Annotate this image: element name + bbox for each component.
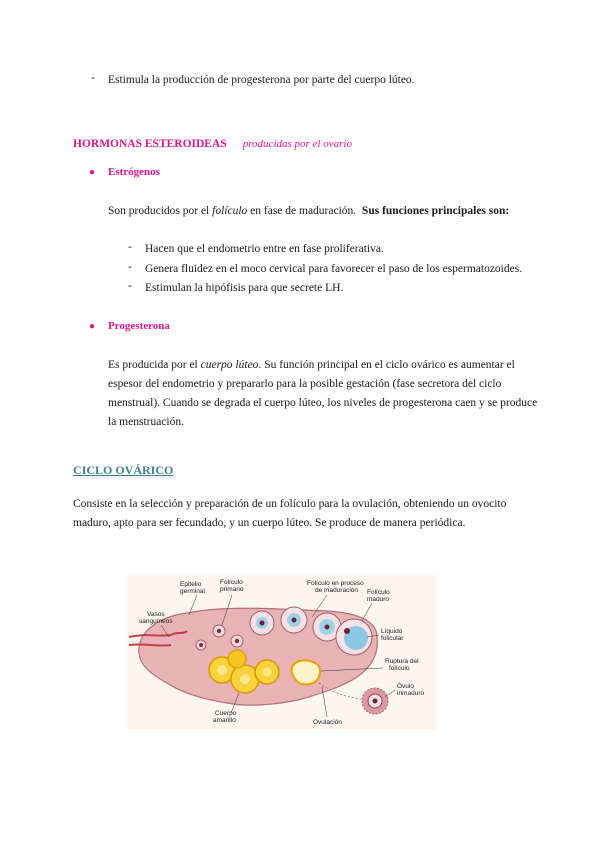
ciclo-line: Consiste en la selección y preparación de un folículo para la ovulación, obteniendo un ovocito [73, 498, 507, 510]
estrogenos-item: Hacen que el endometrio entre en fase proliferativa. [145, 243, 384, 255]
label-cuerpo-1: Cuerpo [215, 710, 237, 717]
progesterona-line: la menstruación. [108, 416, 185, 428]
progesterona-label: Progesterona [108, 320, 170, 332]
foliculo-maduracion-shape [292, 618, 297, 623]
label-en-proceso-1: Folículo en proceso [307, 580, 364, 587]
progesterona-paragraph [108, 356, 537, 432]
label-ruptura-1: Ruptura del [385, 658, 419, 665]
progesterona-line: espesor del endometrio y prepararlo para la posible gestación (fase secretora del ciclo [108, 378, 502, 390]
label-en-proceso-2: de maduración [315, 587, 358, 594]
label-vasos-1: Vasos [147, 611, 165, 618]
bullet-dot-icon: ● [89, 167, 96, 178]
foliculo-primario-shape [235, 639, 239, 643]
section-heading-hormonas [73, 134, 352, 152]
hormonas-title: HORMONAS ESTEROIDEAS [73, 138, 227, 150]
foliculo-primario-shape [199, 643, 203, 647]
estrogenos-item: Estimulan la hipófisis para que secrete LH. [145, 282, 344, 294]
estrogenos-intro [108, 203, 509, 219]
ovulo-inmaduro-shape [362, 688, 388, 714]
label-epitelio-2: germinal [180, 588, 205, 595]
label-maduro-1: Folículo [367, 589, 390, 596]
dash-bullet: - [128, 241, 132, 253]
dash-bullet: - [128, 261, 132, 273]
label-vasos-2: sanguíneos [139, 618, 173, 625]
progesterona-p-a: Es producida por el [108, 359, 198, 371]
label-ovulo-2: inmaduro [397, 690, 425, 697]
estrogenos-intro-b: en fase de maduración. [250, 205, 357, 217]
label-epitelio-1: Epitelio [180, 581, 202, 588]
foliculo-maduracion-shape [260, 621, 265, 626]
label-foliculo-primario-2: primario [220, 586, 244, 593]
estrogenos-intro-a: Son producidos por el [108, 205, 210, 217]
dash-bullet: - [128, 280, 132, 292]
intro-bullet-text: Estimula la producción de progesterona por parte del cuerpo lúteo. [108, 74, 415, 86]
hormonas-subtitle: producidas por el ovario [242, 138, 352, 150]
label-ovulacion: Ovulación [313, 719, 342, 726]
progesterona-line-0: . Su función principal en el ciclo ovárico es aumentar el [258, 359, 515, 371]
estrogenos-item: Genera fluidez en el moco cervical para favorecer el paso de los espermatozoides. [145, 263, 523, 275]
ovarian-cycle-diagram [127, 575, 437, 730]
foliculo-maduracion-shape [325, 625, 330, 630]
label-cuerpo-2: amarillo [213, 717, 236, 724]
ciclo-paragraph [73, 495, 506, 533]
progesterona-line: menstrual). Cuando se degrada el cuerpo lúteo, los niveles de progesterona caen y se produce [108, 397, 538, 409]
estrogenos-intro-em: folículo [212, 205, 248, 217]
foliculo-primario-shape [217, 629, 221, 633]
label-liquido-2: folicular [381, 635, 404, 642]
ruptura-foliculo-shape [292, 660, 320, 684]
label-ruptura-2: folículo [389, 665, 410, 672]
foliculo-maduro-shape [344, 628, 350, 634]
bullet-dot-icon: ● [89, 321, 96, 332]
label-foliculo-primario-1: Folículo [220, 579, 243, 586]
progesterona-p-em: cuerpo lúteo [200, 359, 259, 371]
dash-bullet: - [91, 72, 95, 84]
label-ovulo-1: Óvulo [397, 683, 414, 690]
ciclo-line: maduro, apto para ser fecundado, y un cuerpo lúteo. Se produce de manera periódica. [73, 517, 466, 529]
estrogenos-intro-bold: Sus funciones principales son: [361, 205, 510, 217]
label-maduro-2: maduro [367, 596, 390, 603]
ciclo-ovarico-title: CICLO OVÁRICO [73, 463, 174, 477]
progesterona-line [108, 356, 537, 375]
estrogenos-label: Estrógenos [108, 166, 160, 178]
label-liquido-1: Líquido [381, 628, 403, 635]
